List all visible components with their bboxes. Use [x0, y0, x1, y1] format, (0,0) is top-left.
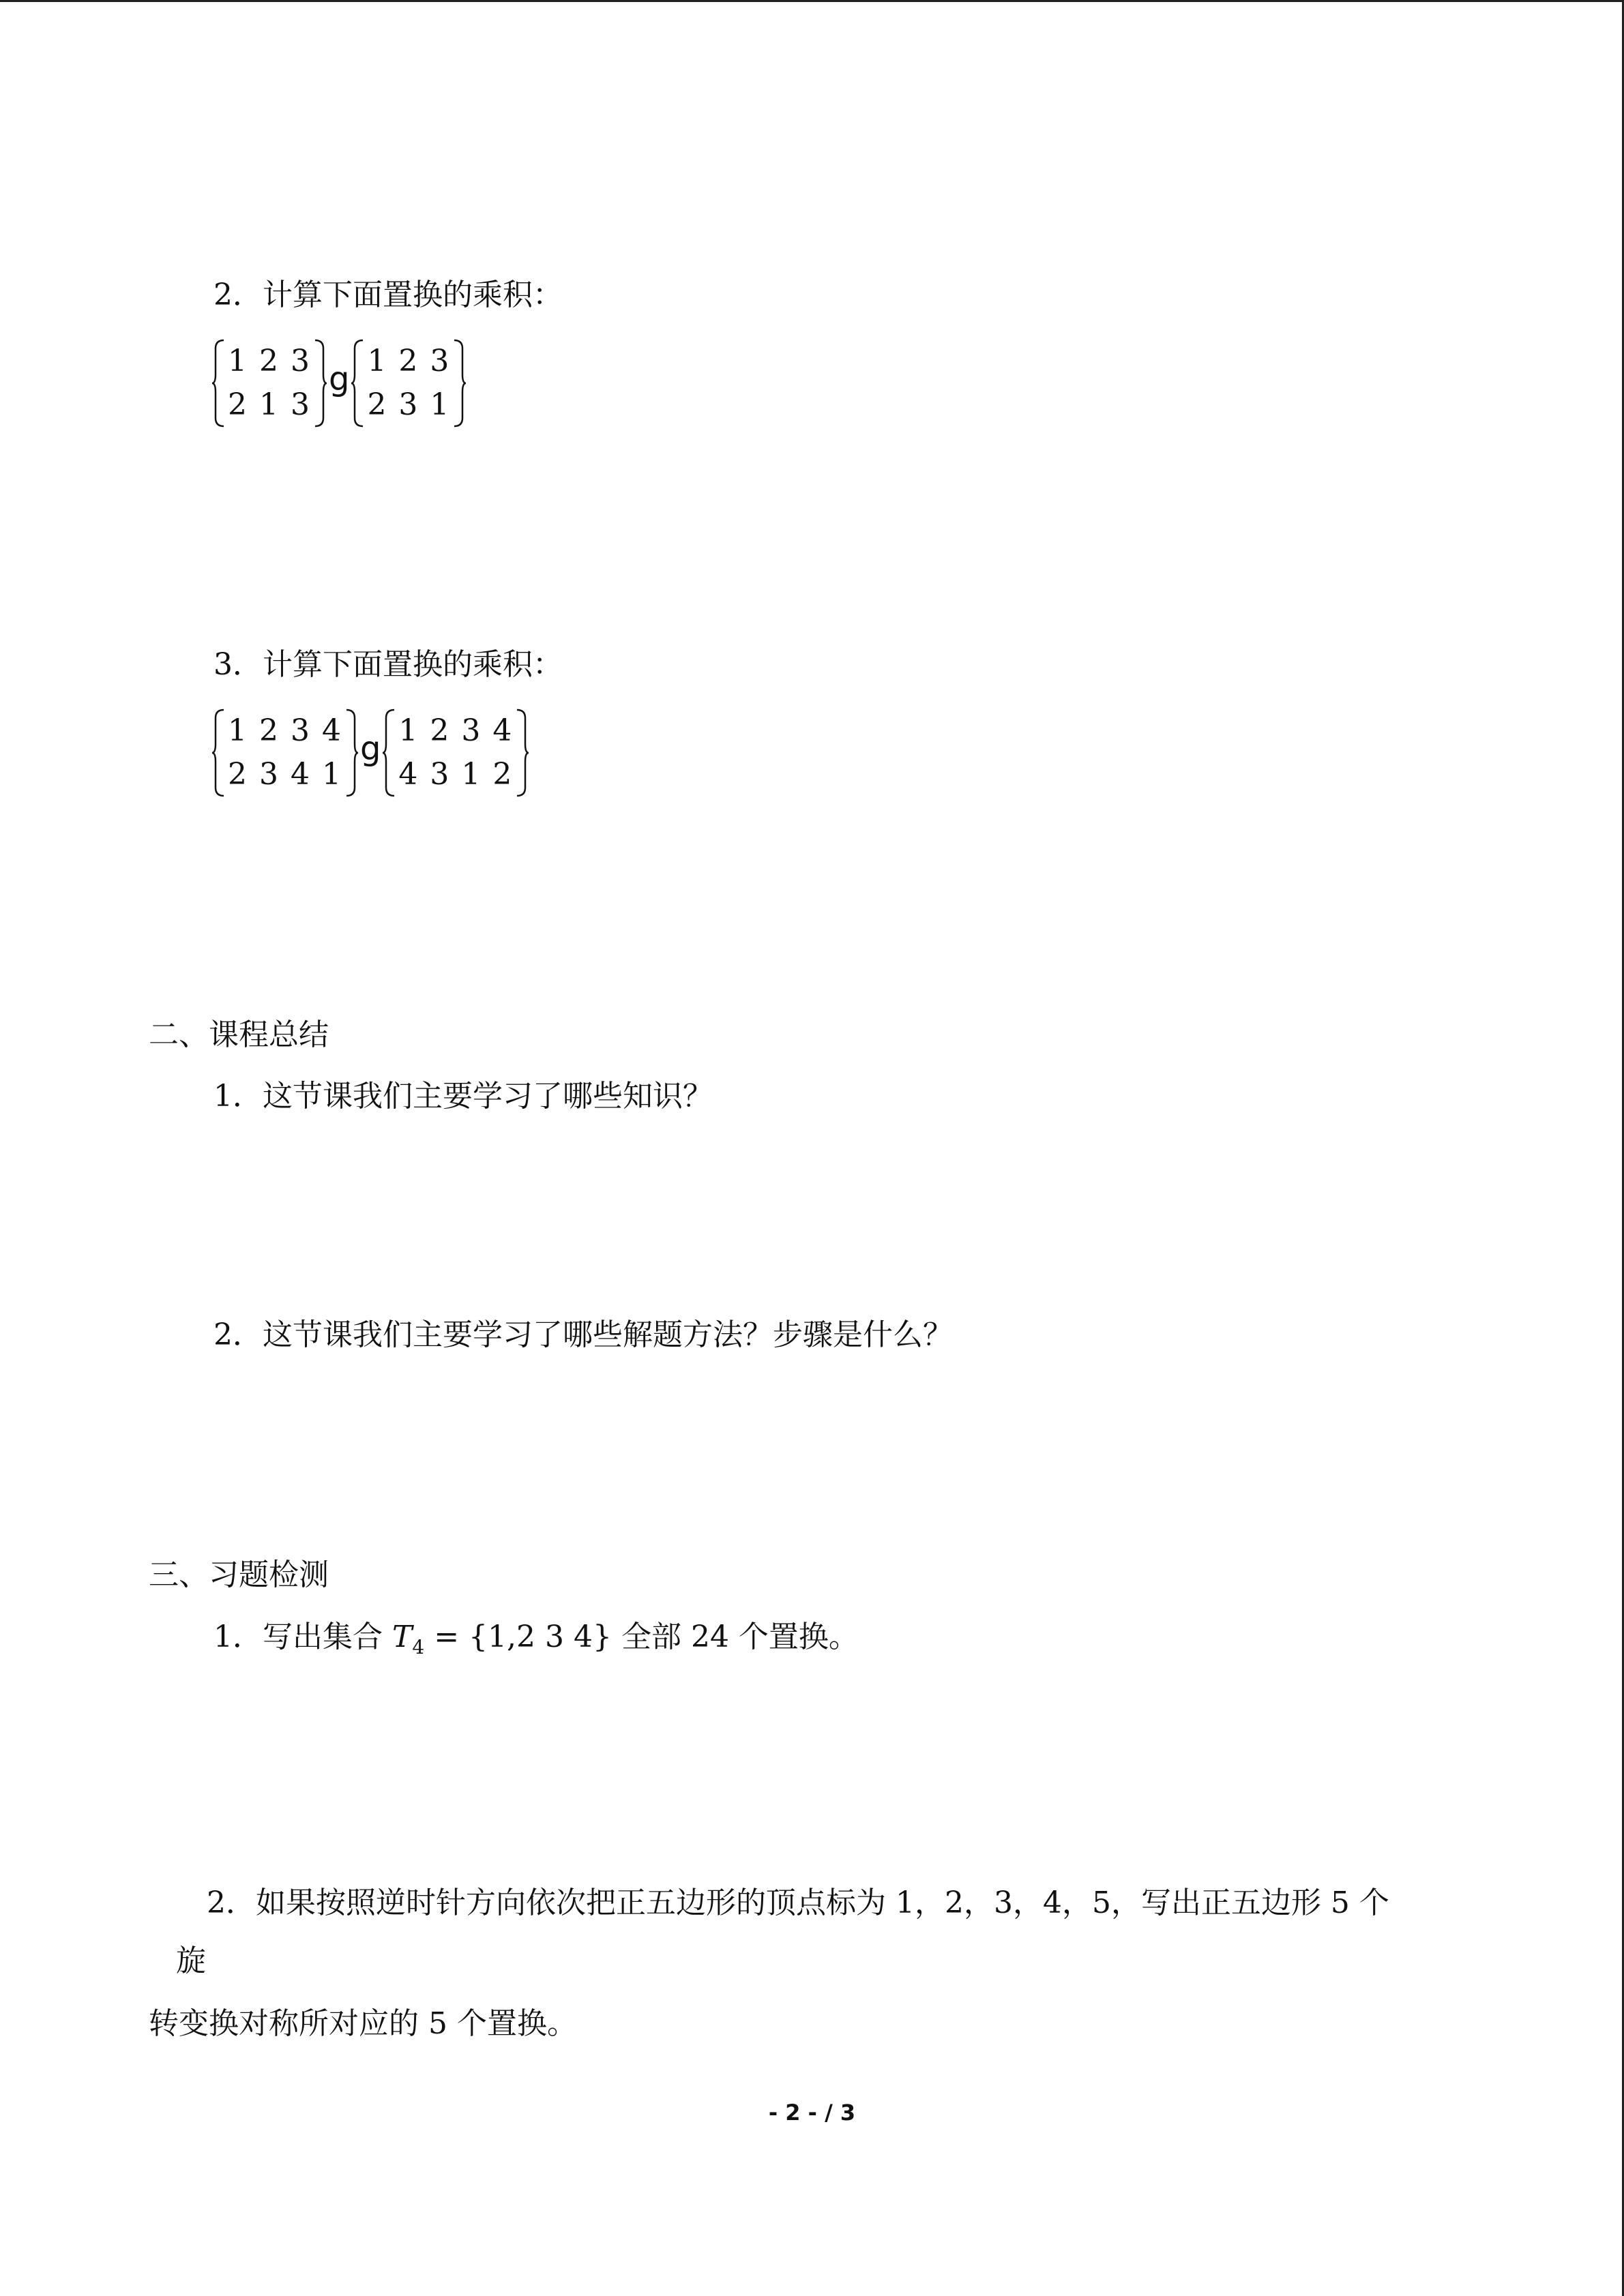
page-number: - 2 - / 3 — [768, 2100, 856, 2126]
perm-top-row: 1 2 3 — [228, 344, 311, 378]
perm-bottom-row: 2 3 1 — [367, 387, 451, 422]
perm-top-row: 1 2 3 — [367, 344, 451, 378]
right-brace — [516, 709, 529, 797]
left-brace — [382, 709, 396, 797]
set-subscript: 4 — [412, 1636, 425, 1658]
perm-bottom-row: 2 3 4 1 — [228, 757, 342, 792]
left-brace — [211, 709, 225, 797]
permutation-left — [211, 339, 327, 428]
perm-bottom-row: 4 3 1 2 — [398, 757, 514, 792]
exercise-q1-prefix: 1．写出集合 — [213, 1620, 383, 1654]
question-2-product — [211, 336, 467, 431]
product-operator: g — [359, 730, 381, 768]
permutation-left — [211, 709, 359, 797]
perm-bottom-row: 2 1 3 — [228, 387, 311, 422]
section-summary-heading: 二、课程总结 — [149, 1017, 329, 1052]
question-3-product — [211, 705, 529, 801]
exercise-question-2-line-3: 转变换对称所对应的 5 个置换。 — [149, 2006, 577, 2041]
section-exercise-heading: 三、习题检测 — [149, 1557, 329, 1592]
exercise-q1-suffix: 全部 24 个置换。 — [621, 1620, 859, 1654]
exercise-question-2-line-2: 旋 — [176, 1943, 206, 1978]
permutation-right — [382, 709, 529, 797]
set-elements: = {1,2 3 4} — [434, 1620, 612, 1654]
top-border — [0, 0, 1624, 2]
exercise-question-2-line-1: 2．如果按照逆时针方向依次把正五边形的顶点标为 1，2，3，4，5，写出正五边形 5 个 — [207, 1885, 1389, 1920]
right-brace — [453, 339, 467, 428]
perm-top-row: 1 2 3 4 — [228, 713, 342, 748]
product-operator: g — [328, 360, 350, 398]
right-brace — [314, 339, 327, 428]
question-2-label: 2．计算下面置换的乘积： — [213, 278, 563, 312]
permutation-right — [351, 339, 467, 428]
exercise-question-1 — [213, 1618, 859, 1667]
perm-top-row: 1 2 3 4 — [398, 713, 514, 748]
summary-question-2: 2．这节课我们主要学习了哪些解题方法？步骤是什么？ — [213, 1317, 953, 1352]
set-variable: T — [392, 1620, 413, 1654]
right-brace — [345, 709, 359, 797]
question-3-label: 3．计算下面置换的乘积： — [213, 647, 563, 682]
left-brace — [211, 339, 225, 428]
summary-question-1: 1．这节课我们主要学习了哪些知识？ — [213, 1079, 713, 1114]
left-brace — [351, 339, 364, 428]
